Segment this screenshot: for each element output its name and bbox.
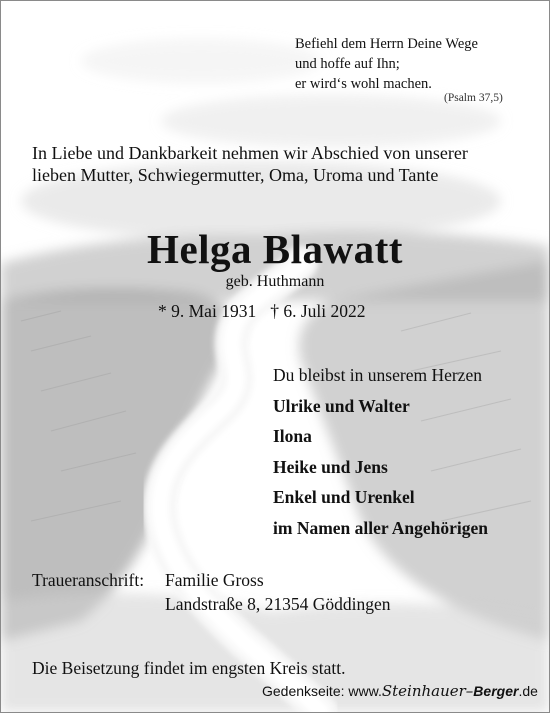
- address-line: Landstraße 8, 21354 Göddingen: [165, 594, 391, 614]
- mourner-name: im Namen aller Angehörigen: [273, 517, 489, 538]
- psalm-quote: [295, 34, 478, 94]
- death-date: † 6. Juli 2022: [270, 301, 366, 321]
- intro-line: lieben Mutter, Schwiegermutter, Oma, Uroma und Tante: [32, 165, 439, 185]
- footer-suffix: .de: [518, 683, 538, 699]
- psalm-reference: (Psalm 37,5): [444, 92, 503, 104]
- intro-text: [32, 142, 468, 186]
- mourners-intro: Du bleibst in unserem Herzen: [273, 365, 482, 385]
- deceased-name: Helga Blawatt: [147, 226, 403, 272]
- intro-line: In Liebe und Dankbarkeit nehmen wir Abschied von unserer: [32, 143, 468, 163]
- funeral-note: Die Beisetzung findet im engsten Kreis statt.: [32, 658, 346, 678]
- address-line: Familie Gross: [165, 570, 264, 590]
- brand-steinhauer: Steinhauer: [381, 682, 466, 700]
- maiden-name: geb. Huthmann: [225, 273, 325, 290]
- mourners-block: [273, 360, 488, 543]
- life-dates: [158, 301, 366, 322]
- brand-dash: –: [465, 682, 474, 700]
- mourner-name: Heike und Jens: [273, 456, 388, 477]
- psalm-line: und hoffe auf Ihn;: [295, 56, 400, 72]
- psalm-line: Befiehl dem Herrn Deine Wege: [295, 36, 478, 52]
- address-label: Traueranschrift:: [32, 570, 145, 590]
- birth-date: * 9. Mai 1931: [158, 301, 257, 321]
- mourner-name: Ilona: [273, 426, 312, 446]
- footer-prefix: Gedenkseite: www.: [262, 683, 382, 699]
- psalm-line: er wird‘s wohl machen.: [295, 76, 432, 92]
- mourner-name: Enkel und Urenkel: [273, 487, 415, 507]
- mourner-name: Ulrike und Walter: [273, 395, 410, 416]
- memorial-page-link[interactable]: [262, 682, 538, 700]
- brand-berger: Berger: [473, 683, 519, 699]
